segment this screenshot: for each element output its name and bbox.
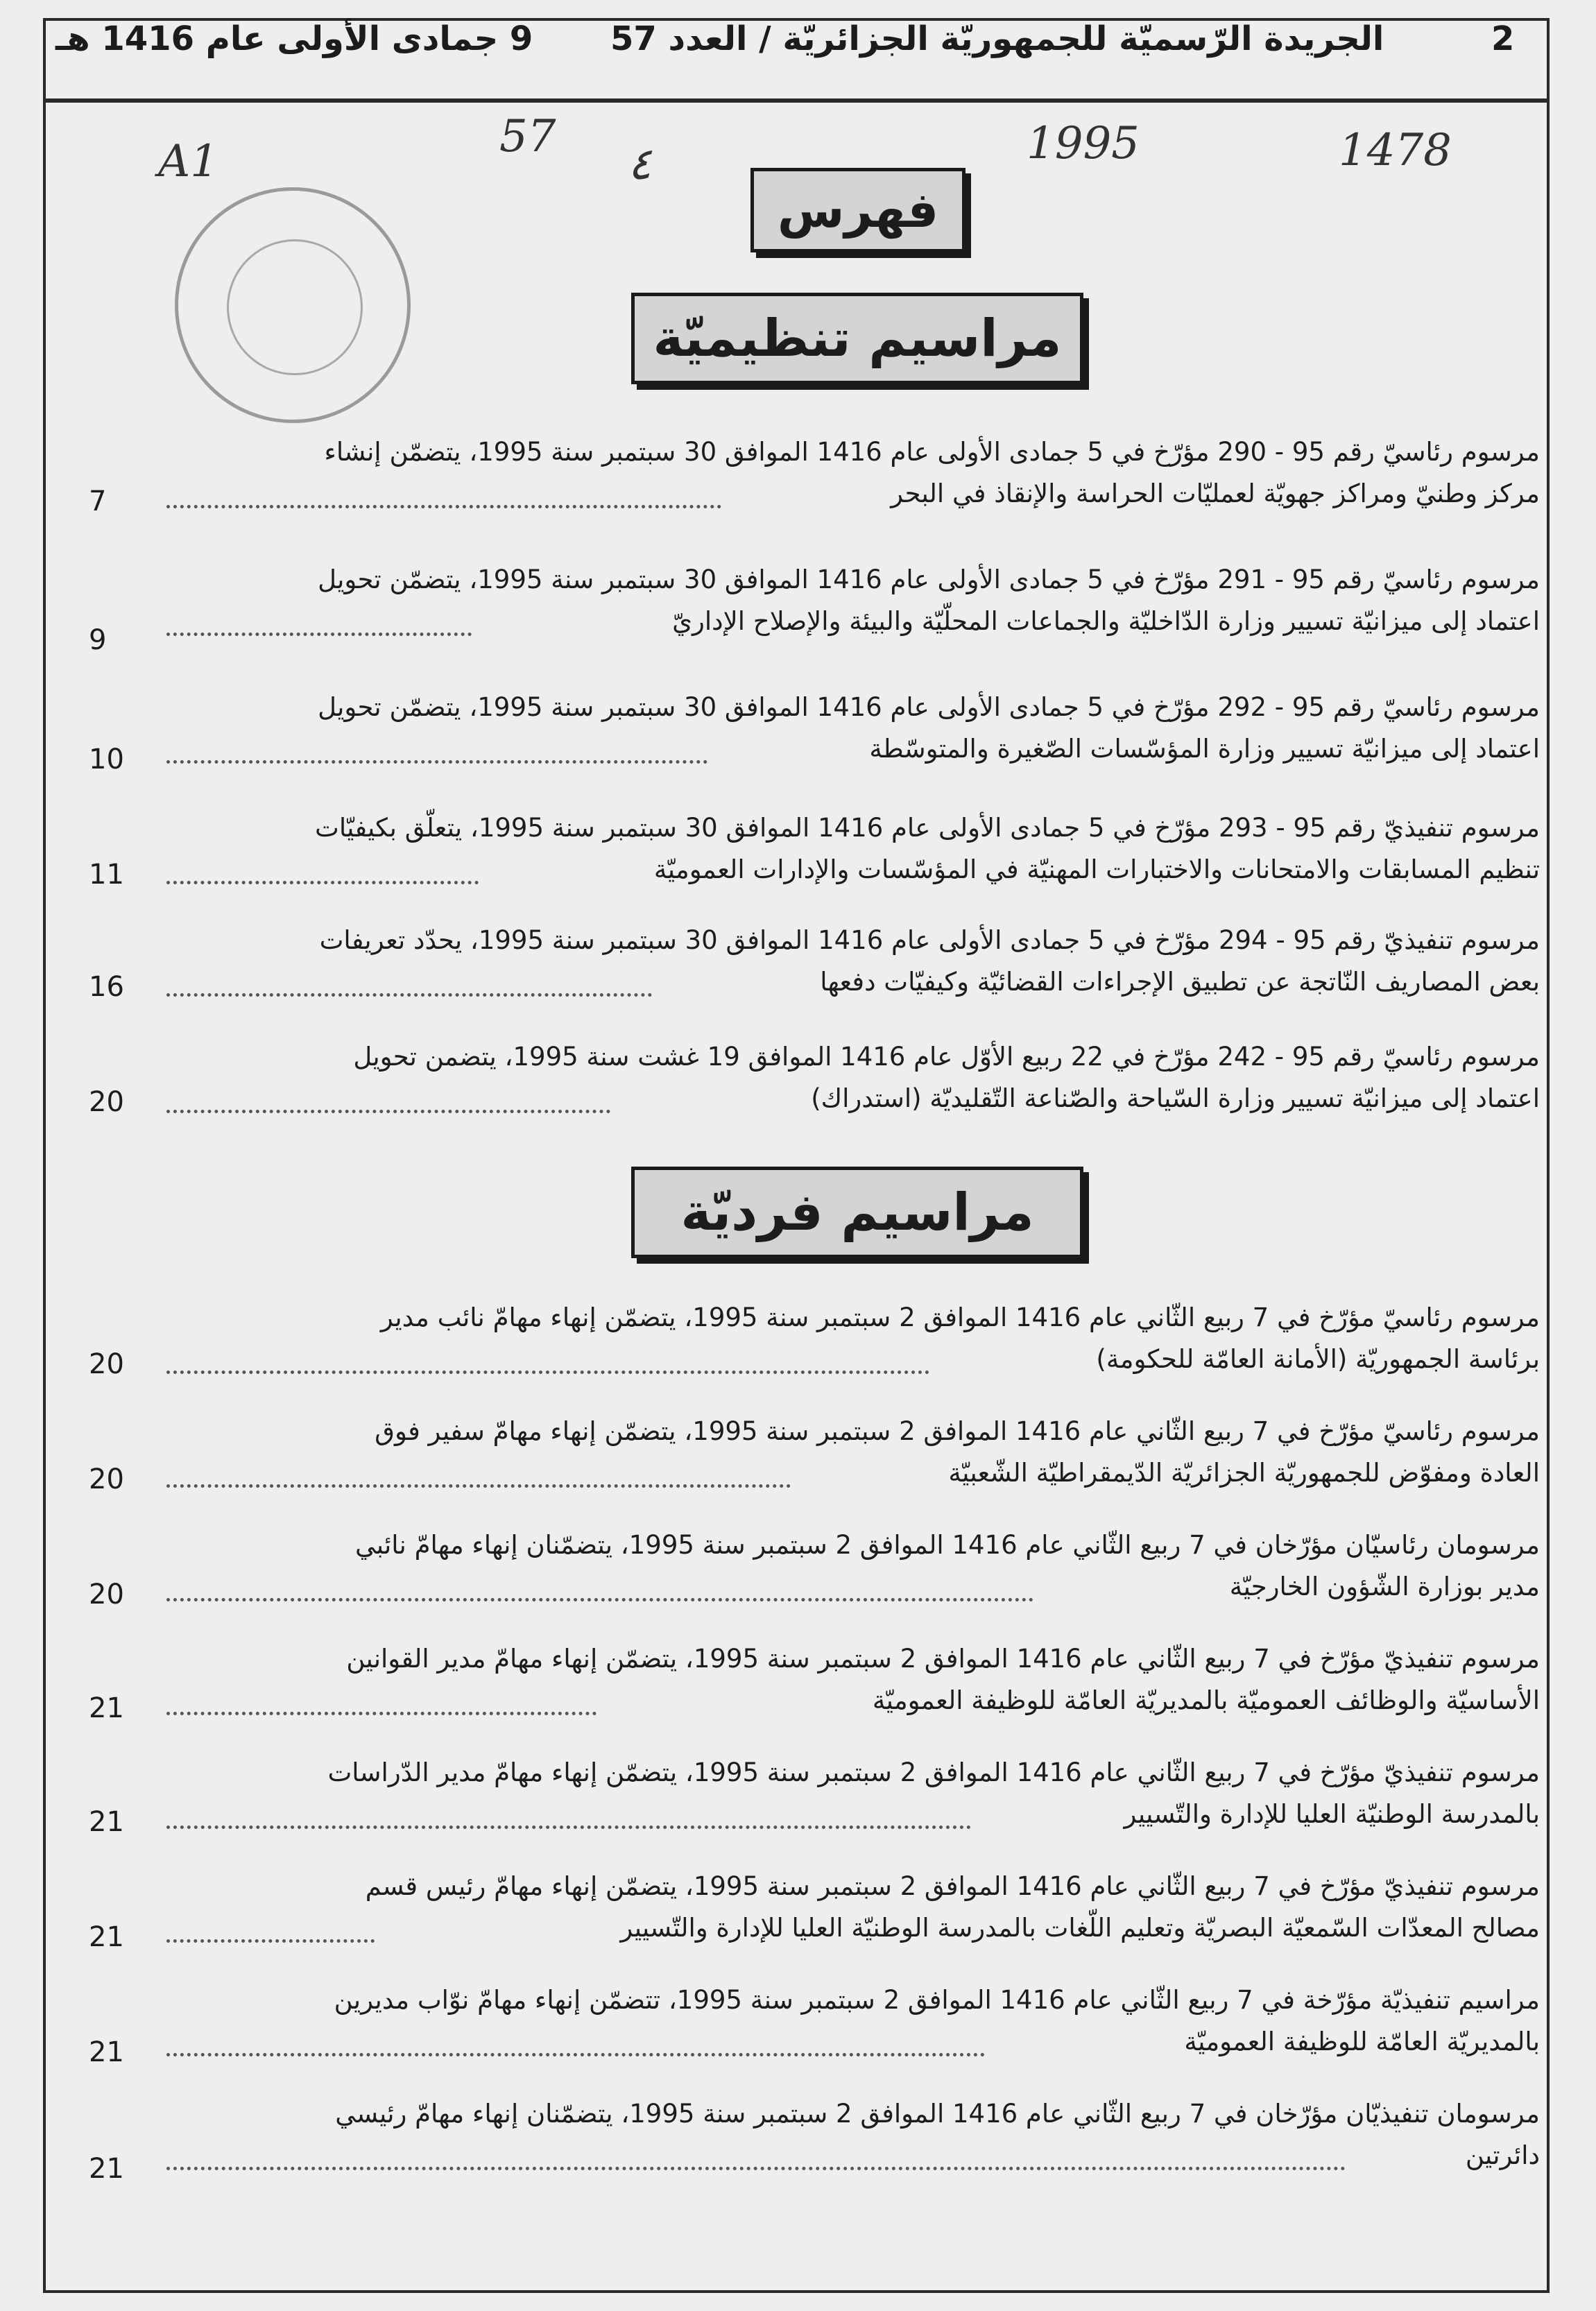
handwritten-57: 57 (499, 111, 556, 162)
entry-line-1: مرسوم تنفيذيّ مؤرّخ في 7 ربيع الثّاني عام 1416 الموافق 2 سبتمبر سنة 1995، يتضمّن إنهاء مهامّ مدير القوانين (346, 1644, 1540, 1674)
dot-leader (166, 760, 707, 764)
entry-page-number: 20 (89, 1579, 124, 1610)
entry-page-number: 20 (89, 1086, 124, 1118)
dot-leader (166, 633, 472, 636)
entry-line-2: بعض المصاريف النّاتجة عن تطبيق الإجراءات القضائيّة وكيفيّات دفعها (820, 967, 1540, 997)
entry-line-2: برئاسة الجمهوريّة (الأمانة العامّة للحكومة) (1096, 1344, 1540, 1374)
entry-line-2: اعتماد إلى ميزانيّة تسيير وزارة السّياحة والصّناعة التّقليديّة (استدراك) (811, 1083, 1540, 1113)
entry-page-number: 20 (89, 1463, 124, 1495)
entry-page-number: 21 (89, 2153, 124, 2185)
handwritten-1478: 1478 (1339, 125, 1452, 176)
handwritten-1995: 1995 (1027, 118, 1140, 169)
handwritten-a1: A1 (158, 136, 218, 187)
dot-leader (166, 2167, 1346, 2170)
entry-line-2: الأساسيّة والوظائف العموميّة بالمديريّة العامّة للوظيفة العموميّة (872, 1685, 1540, 1715)
section-title-regulatory: مراسيم تنظيميّة (631, 293, 1083, 384)
entry-page-number: 9 (89, 624, 107, 656)
header-page-number: 2 (1491, 19, 1515, 58)
entry-line-2: دائرتين (1465, 2140, 1540, 2170)
entry-page-number: 21 (89, 1921, 124, 1953)
dot-leader (166, 993, 652, 997)
dot-leader (166, 1484, 791, 1488)
dot-leader (166, 1939, 375, 1943)
entry-line-2: العادة ومفوّض للجمهوريّة الجزائريّة الدّيمقراطيّة الشّعبيّة (948, 1458, 1540, 1488)
dot-leader (166, 1110, 610, 1113)
entry-line-1: مرسوم رئاسيّ رقم 95 - 290 مؤرّخ في 5 جمادى الأولى عام 1416 الموافق 30 سبتمبر سنة 1995، يتضمّن إنشاء (324, 437, 1540, 467)
entry-line-2: بالمدرسة الوطنيّة العليا للإدارة والتّسيير (1124, 1799, 1540, 1829)
entry-line-1: مرسوم تنفيذيّ رقم 95 - 294 مؤرّخ في 5 جمادى الأولى عام 1416 الموافق 30 سبتمبر سنة 1995، يحدّد تعريفات (319, 925, 1540, 955)
entry-page-number: 21 (89, 1806, 124, 1838)
entry-line-1: مرسوم تنفيذيّ رقم 95 - 293 مؤرّخ في 5 جمادى الأولى عام 1416 الموافق 30 سبتمبر سنة 1995، يتعلّق بكيفيّات (315, 813, 1540, 843)
entry-line-1: مرسوم تنفيذيّ مؤرّخ في 7 ربيع الثّاني عام 1416 الموافق 2 سبتمبر سنة 1995، يتضمّن إنهاء مهامّ رئيس قسم (365, 1871, 1540, 1901)
entry-page-number: 21 (89, 2036, 124, 2068)
dot-leader (166, 881, 479, 884)
entry-page-number: 7 (89, 486, 107, 517)
entry-line-1: مرسوم رئاسيّ رقم 95 - 292 مؤرّخ في 5 جمادى الأولى عام 1416 الموافق 30 سبتمبر سنة 1995، يتضمّن تحويل (318, 692, 1540, 722)
dot-leader (166, 505, 721, 508)
dot-leader (166, 1825, 971, 1829)
entry-line-1: مرسوم رئاسيّ رقم 95 - 242 مؤرّخ في 22 ربيع الأوّل عام 1416 الموافق 19 غشت سنة 1995، يتضمن تحويل (353, 1042, 1540, 1072)
entry-page-number: 10 (89, 744, 124, 775)
header-title: الجريدة الرّسميّة للجمهوريّة الجزائريّة / العدد 57 (610, 19, 1384, 58)
entry-page-number: 21 (89, 1692, 124, 1724)
entry-line-1: مرسومان رئاسيّان مؤرّخان في 7 ربيع الثّاني عام 1416 الموافق 2 سبتمبر سنة 1995، يتضمّنان إنهاء مهامّ نائبي (354, 1530, 1540, 1560)
section-title-individual: مراسيم فرديّة (631, 1167, 1083, 1258)
entry-line-2: بالمديريّة العامّة للوظيفة العموميّة (1184, 2027, 1540, 2056)
entry-line-2: اعتماد إلى ميزانيّة تسيير وزارة الدّاخليّة والجماعات المحلّيّة والبيئة والإصلاح الإداريّ (672, 606, 1540, 636)
library-stamp (175, 187, 411, 423)
entry-page-number: 11 (89, 859, 124, 891)
dot-leader (166, 1371, 929, 1374)
header-date: 9 جمادى الأولى عام 1416 هـ (55, 19, 533, 58)
dot-leader (166, 1598, 1033, 1601)
entry-line-1: مراسيم تنفيذيّة مؤرّخة في 7 ربيع الثّاني عام 1416 الموافق 2 سبتمبر سنة 1995، تتضمّن إنهاء مهامّ نوّاب مديرين (334, 1985, 1540, 2015)
entry-line-2: تنظيم المسابقات والامتحانات والاختبارات المهنيّة في المؤسّسات والإدارات العموميّة (653, 854, 1540, 884)
toc-title: فهرس (750, 168, 966, 252)
entry-line-2: مركز وطنيّ ومراكز جهويّة لعمليّات الحراسة والإنقاذ في البحر (891, 479, 1540, 508)
entry-line-1: مرسوم رئاسيّ رقم 95 - 291 مؤرّخ في 5 جمادى الأولى عام 1416 الموافق 30 سبتمبر سنة 1995، يتضمّن تحويل (318, 565, 1540, 594)
dot-leader (166, 2053, 985, 2056)
entry-line-1: مرسوم رئاسيّ مؤرّخ في 7 ربيع الثّاني عام 1416 الموافق 2 سبتمبر سنة 1995، يتضمّن إنهاء مهامّ نائب مدير (380, 1303, 1540, 1332)
entry-line-2: مدير بوزارة الشّؤون الخارجيّة (1229, 1572, 1540, 1601)
entry-line-1: مرسوم رئاسيّ مؤرّخ في 7 ربيع الثّاني عام 1416 الموافق 2 سبتمبر سنة 1995، يتضمّن إنهاء مهامّ سفير فوق (375, 1416, 1540, 1446)
entry-line-2: مصالح المعدّات السّمعيّة البصريّة وتعليم اللّغات بالمدرسة الوطنيّة العليا للإدارة والتّسيير (620, 1913, 1540, 1943)
entry-line-1: مرسومان تنفيذيّان مؤرّخان في 7 ربيع الثّاني عام 1416 الموافق 2 سبتمبر سنة 1995، يتضمّنان إنهاء مهامّ رئيسي (335, 2099, 1540, 2129)
entry-line-1: مرسوم تنفيذيّ مؤرّخ في 7 ربيع الثّاني عام 1416 الموافق 2 سبتمبر سنة 1995، يتضمّن إنهاء مهامّ مدير الدّراسات (327, 1758, 1540, 1787)
handwritten-4: ٤ (628, 139, 652, 190)
entry-line-2: اعتماد إلى ميزانيّة تسيير وزارة المؤسّسات الصّغيرة والمتوسّطة (869, 734, 1540, 764)
entry-page-number: 16 (89, 971, 124, 1003)
dot-leader (166, 1712, 597, 1715)
entry-page-number: 20 (89, 1348, 124, 1380)
